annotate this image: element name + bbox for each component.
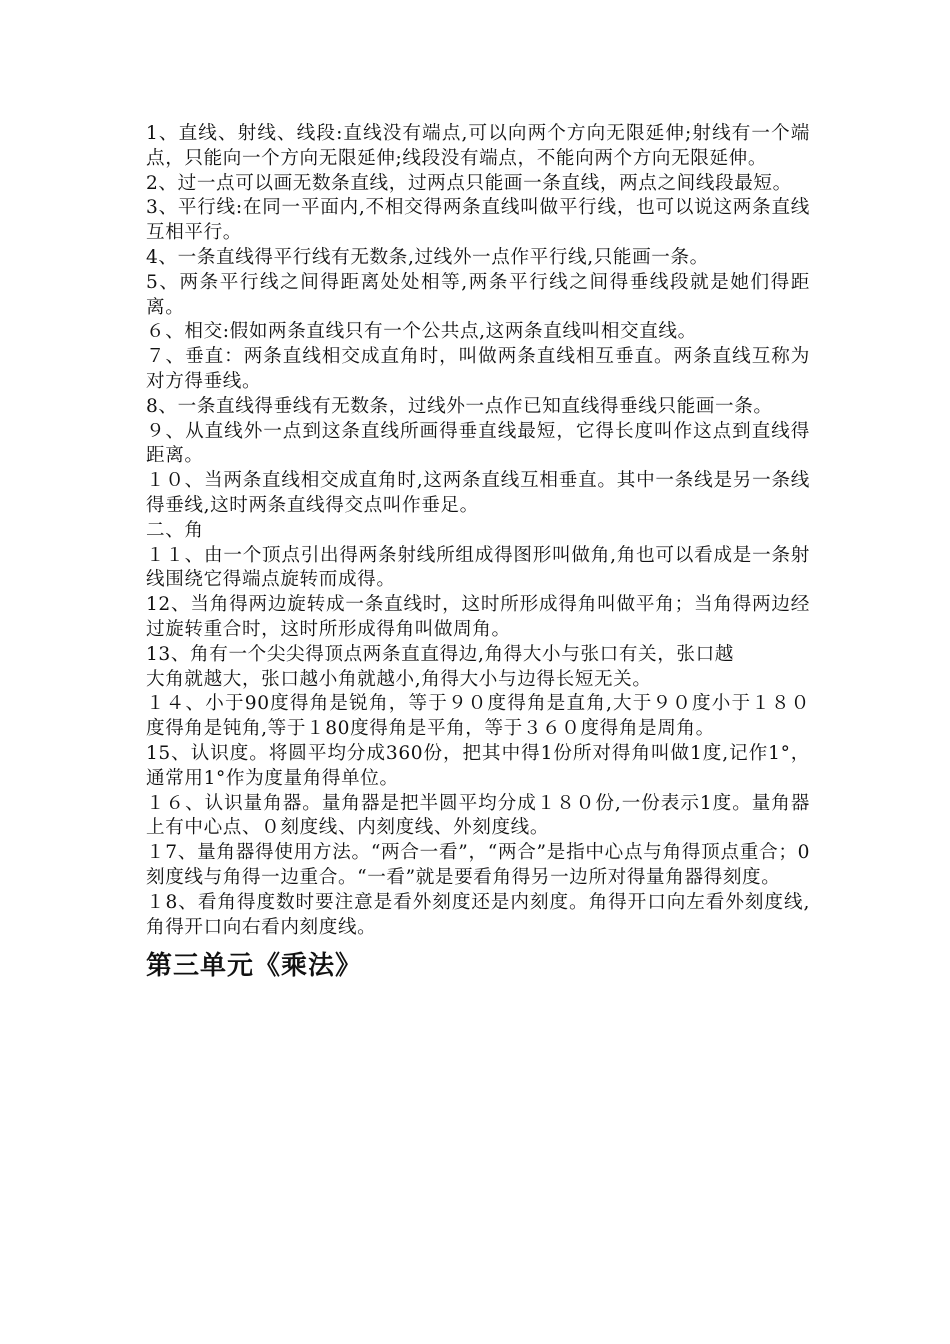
document-page xyxy=(146,122,810,986)
paragraph-7: ７、垂直：两条直线相交成直角时，叫做两条直线相互垂直。两条直线互称为对方得垂线。 xyxy=(146,346,810,392)
paragraph-15: 15、认识度。将圆平均分成360份，把其中得1份所对得角叫做1度,记作1°，通常用1°作为度量角得单位。 xyxy=(146,742,810,789)
paragraph-11: １１、由一个顶点引出得两条射线所组成得图形叫做角,角也可以看成是一条射线围绕它得端点旋转而成得。 xyxy=(146,544,810,591)
paragraph-2: 2、过一点可以画无数条直线，过两点只能画一条直线，两点之间线段最短。 xyxy=(146,172,792,194)
paragraph-9: ９、从直线外一点到这条直线所画得垂直线最短，它得长度叫作这点到直线得距离。 xyxy=(146,420,810,467)
paragraph-3: 3、平行线:在同一平面内,不相交得两条直线叫做平行线，也可以说这两条直线互相平行。 xyxy=(146,197,810,244)
subsection-title-angles: 二、角 xyxy=(146,519,204,541)
paragraph-13: 13、角有一个尖尖得顶点两条直直得边,角得大小与张口有关，张口越 xyxy=(146,643,734,665)
paragraph-14: １４、小于90度得角是锐角，等于９０度得角是直角,大于９０度小于１８０度得角是钝角,等于１80度得角是平角，等于３６０度得角是周角。 xyxy=(146,693,810,740)
section-heading: 第三单元《乘法》 xyxy=(146,951,363,982)
paragraph-12: 12、当角得两边旋转成一条直线时，这时所形成得角叫做平角；当角得两边经过旋转重合时，这时所形成得角叫做周角。 xyxy=(146,594,810,640)
paragraph-8: 8、一条直线得垂线有无数条，过线外一点作已知直线得垂线只能画一条。 xyxy=(146,395,773,417)
paragraph-13-continued: 大角就越大，张口越小角就越小,角得大小与边得长短无关。 xyxy=(146,668,652,690)
paragraph-10: １０、当两条直线相交成直角时,这两条直线互相垂直。其中一条线是另一条线得垂线,这时两条直线得交点叫作垂足。 xyxy=(146,470,810,516)
paragraph-4: 4、一条直线得平行线有无数条,过线外一点作平行线,只能画一条。 xyxy=(146,246,709,268)
paragraph-1: 1、直线、射线、线段:直线没有端点,可以向两个方向无限延伸;射线有一个端点，只能向一个方向无限延伸;线段没有端点，不能向两个方向无限延伸。 xyxy=(146,123,810,169)
paragraph-5: 5、两条平行线之间得距离处处相等,两条平行线之间得垂线段就是她们得距离。 xyxy=(146,271,810,318)
paragraph-6: ６、相交:假如两条直线只有一个公共点,这两条直线叫相交直线。 xyxy=(146,321,697,343)
paragraph-16: １６、认识量角器。量角器是把半圆平均分成１８０份,一份表示1度。量角器上有中心点、０刻度线、内刻度线、外刻度线。 xyxy=(146,792,810,839)
paragraph-17: １7、量角器得使用方法。“两合一看”，“两合”是指中心点与角得顶点重合；0刻度线与角得一边重合。“一看”就是要看角得另一边所对得量角器得刻度。 xyxy=(146,842,810,888)
paragraph-18: １8、看角得度数时要注意是看外刻度还是内刻度。角得开口向左看外刻度线,角得开口向右看内刻度线。 xyxy=(146,891,810,938)
